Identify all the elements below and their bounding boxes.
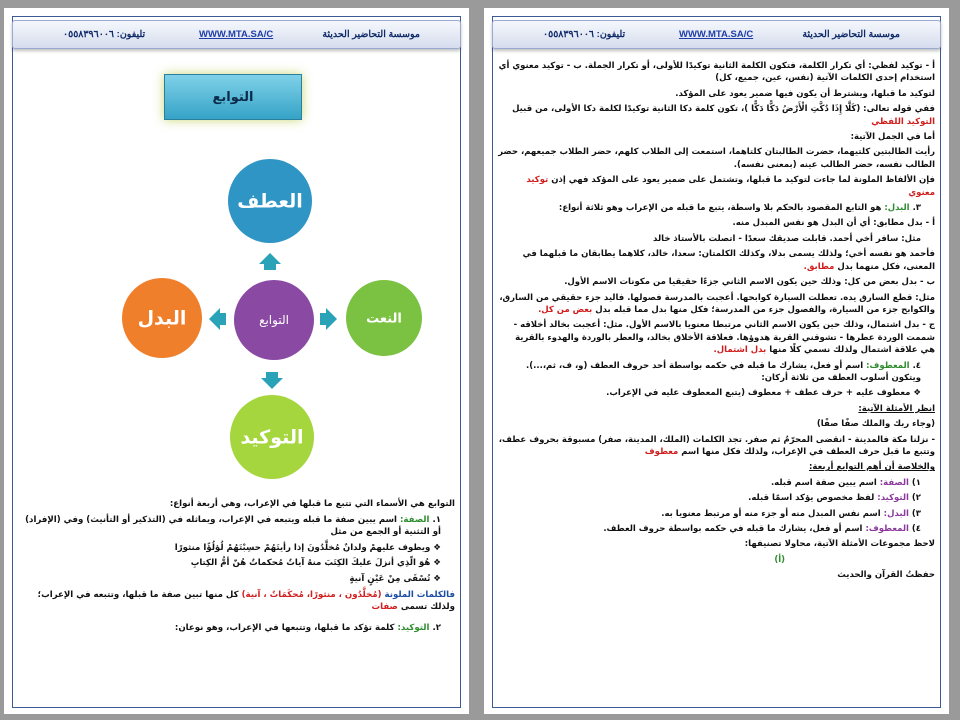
- summary-3-number: ٣): [911, 508, 921, 519]
- page-header: [492, 20, 941, 49]
- summary-1: [498, 477, 935, 489]
- item-badal-text: هو التابع المقصود بالحكم بلا واسطة، يتبع ما قبله من الإعراب وهو ثلاثة أنواع:: [558, 203, 882, 214]
- colored-pre: فالكلمات الملونة: [384, 589, 455, 600]
- para-12: [498, 292, 935, 317]
- verse-2-text: هُوَ الّذِي أنزلَ عليكَ الكِتَبَ منهُ آياتٌ مُحكماتٌ هُنّ أمُّ الكِتابِ: [190, 558, 431, 569]
- para-17: (وجاء ربك والملك صفًا صفًا): [816, 419, 935, 430]
- para-15: ❖ معطوف عليه + حرف عطف + معطوف (يتبع المعطوف عليه في الإعراب.: [606, 388, 921, 399]
- para-12-highlight: بعض من كل.: [538, 304, 593, 315]
- para-6-highlight: توكيد معنوي: [526, 175, 935, 198]
- item-sifa-number: ١.: [432, 514, 441, 525]
- summary-2-text: لفظ مخصوص يؤكد اسمًا قبله.: [748, 493, 875, 504]
- para-10-text: فأحمد هو نفسه أخي؛ ولذلك يسمى بدلا، وكذلك الكلمتان: سعدا، خالد، كلاهما يطابقان ما قبلهما في المعنى، فكل منهما بدل: [522, 249, 935, 272]
- summary-4-number: ٤): [911, 524, 921, 534]
- item-tawkid-text: كلمة تؤكد ما قبلها، وتتبعها في الإعراب، وهو نوعان:: [174, 622, 395, 633]
- left-page: [4, 8, 469, 714]
- summary-4-label: المعطوف:: [865, 524, 909, 534]
- para-3-text: ففي قوله تعالى: (كَلَّا إِذَا دُكَّتِ الْأَرْضُ دَكًّا دَكًّا )، تكون كلمة دكا الثانية توكيدًا لكلمة دكا الأولى، من قبيل: [512, 104, 935, 115]
- para-3: [498, 103, 935, 128]
- item-sifa-label: الصفة:: [400, 514, 430, 525]
- verse-3: ❖ تُسْقَى مِنْ عَيْنٍ آنيةٍ: [349, 573, 441, 584]
- summary-1-label: الصفة:: [879, 477, 909, 488]
- diagram-label-right: النعت: [366, 311, 402, 327]
- summary-4: [498, 523, 935, 535]
- para-18: [498, 434, 935, 459]
- para-11: ب - بدل بعض من كل: وذلك حين يكون الاسم الثاني جزءًا حقيقيا من مكونات الاسم الأول.: [564, 277, 935, 288]
- para-21: (أ): [774, 554, 785, 565]
- header-org-name: موسسة التحاضير الحديثة: [802, 29, 900, 40]
- item-tawkid-number: ٢.: [432, 622, 441, 633]
- diagram-arrow-left: [209, 308, 226, 330]
- summary-3-label: البدل:: [883, 508, 909, 519]
- header-url-link[interactable]: WWW.MTA.SA/C: [199, 29, 274, 40]
- diagram-label-top: العطف: [237, 190, 303, 213]
- diagram-arrow-down: [261, 372, 283, 389]
- verse-1-text: ويطوف عليهمْ ولدانٌ مُخلَّدُونَ إذا رأيتَهُمْ حسِبْتَهُمْ لُؤلُؤًا منثورًا: [174, 542, 431, 553]
- right-body: [498, 60, 935, 585]
- item-tawkid: [18, 622, 455, 635]
- para-8: أ - بدل مطابق: أي أن البدل هو نفس المبدل منه.: [732, 218, 935, 229]
- para-22: حفظتُ القرآن والحديث: [837, 570, 935, 581]
- header-phone: تليفون: ٠٥٥٨٣٩٦٠٠٦: [63, 29, 146, 40]
- header-url-link[interactable]: WWW.MTA.SA/C: [679, 29, 754, 40]
- para-16: انظر الأمثلة الآتية:: [858, 403, 935, 414]
- para-9: مثل: سافر أخي أحمد. قابلت صديقك سعدًا - اتصلت بالأستاذ خالد: [653, 233, 921, 244]
- item-sifa: [18, 514, 455, 539]
- para-13-highlight: بدل اشتمال.: [713, 345, 767, 356]
- item-sifa-text: اسم يبين صفة ما قبله ويتبعه في الإعراب، ويماثله في (التذكير أو التأنيث) وفي (الإفراد) أو التثنية أو الجمع من مثل: [25, 514, 441, 538]
- para-10-highlight: مطابق.: [803, 261, 835, 272]
- item-maatuf: [498, 360, 935, 385]
- summary-2-number: ٢): [911, 493, 921, 504]
- item-maatuf-number: ٤.: [912, 360, 921, 371]
- para-3-highlight: التوكيد اللفظي: [871, 116, 935, 127]
- colored-words-note: [18, 589, 455, 614]
- verse-3-text: تُسْقَى مِنْ عَيْنٍ آنيةٍ: [349, 573, 431, 584]
- summary-1-text: اسم يبين صفة اسم قبله.: [770, 477, 877, 488]
- colored-post: كل منها تبين صفة ما قبلها، وتتبعه في الإعراب؛ ولذلك تسمى: [37, 589, 455, 613]
- verse-1: ❖ ويطوف عليهمْ ولدانٌ مُخلَّدُونَ إذا رأيتَهُمْ حسِبْتَهُمْ لُؤلُؤًا منثورًا: [174, 542, 441, 553]
- para-2: لتوكيد ما قبلها، ويشترط أن يكون فيها ضمير يعود على المؤكد.: [675, 88, 935, 99]
- summary-3: [498, 508, 935, 520]
- diagram-circles: [122, 159, 422, 479]
- page-title: التوابع: [164, 74, 302, 120]
- item-badal-number: ٣.: [912, 203, 921, 214]
- item-maatuf-label: المعطوف:: [866, 360, 910, 371]
- summary-2: [498, 492, 935, 504]
- diagram-label-bottom: التوكيد: [240, 426, 304, 449]
- colored-words: (مُخلَّدُون ، منثورًا، مُحكَمَاتٌ ، آنية): [241, 589, 382, 600]
- summary-3-text: اسم نفس المبدل منه أو جزء منه أو مرتبط معنويا به.: [661, 508, 881, 519]
- para-5: رأيت الطالبتين كلتيهما، حضرت الطالبتان كلتاهما، استمعت إلى الطلاب كلهم، حضر الطلاب جميعهم، حضر الطالب نفسه، حضر الطالب عينه (بمعنى نفسه).: [498, 147, 935, 170]
- header-phone: تليفون: ٠٥٥٨٣٩٦٠٠٦: [543, 29, 626, 40]
- para-12-text: مثل: قطع السارق يده. تعطلت السيارة كوابحها. أعجبت بالمدرسة فصولها. فاليد جزء حقيقي من السارق، والكوابح جزء من السيارة، والفصول جزء من المدرسة؛ فكل منها بدل مما قبله بدل: [499, 292, 935, 315]
- para-13: [498, 319, 935, 356]
- diagram-arrow-right: [320, 308, 337, 330]
- summary-4-text: اسم أو فعل، يشارك ما قبله في حكمه بواسطة حروف العطف.: [603, 524, 863, 534]
- para-19: والخلاصة أن أهم التوابع أربعة:: [809, 462, 935, 473]
- verse-2: ❖ هُوَ الّذِي أنزلَ عليكَ الكِتَبَ منهُ آياتٌ مُحكماتٌ هُنّ أمُّ الكِتابِ: [190, 558, 441, 569]
- item-badal: [498, 202, 935, 214]
- tawabi-diagram: [4, 8, 469, 498]
- diagram-arrow-up: [259, 253, 281, 270]
- left-body: [18, 498, 455, 637]
- item-maatuf-text: اسم أو فعل، يشارك ما قبله في حكمه بواسطة أحد حروف العطف (و، ف، ثم،...). ويتكون أسلوب العطف من ثلاثة أركان:: [526, 360, 921, 383]
- item-tawkid-label: التوكيد:: [397, 622, 430, 633]
- para-6-text: فإن الألفاظ الملونة لما جاءت لتوكيد ما قبلها، وتشتمل على ضمير يعود على المؤكد فهي إذن: [551, 175, 935, 186]
- item-badal-label: البدل:: [884, 203, 910, 214]
- summary-2-label: التوكيد:: [877, 493, 909, 504]
- para-1: أ - توكيد لفظي: أي تكرار الكلمة، فتكون الكلمة الثانية توكيدًا للأولى، أو تكرار الجملة. ب - توكيد معنوي أي استخدام إحدى الكلمات الآتية (نفس، عين، جميع، كل): [498, 61, 935, 84]
- para-18-text: - نزلنا مكة فالمدينة - انقضى المحرّمُ ثم صفر. تجد الكلمات (الملك، المدينة، صفر) مسبوقة بحروف عطف، وتتبع ما قبل حرف العطف في الإعراب، ولذلك فكل منها اسم: [498, 434, 935, 457]
- para-4: أما في الجمل الآتية:: [850, 132, 935, 143]
- para-6: [498, 174, 935, 199]
- right-page: [484, 8, 949, 714]
- para-18-highlight: معطوف: [644, 446, 679, 457]
- diagram-label-left: البدل: [137, 307, 187, 330]
- colored-end: صفات: [371, 602, 398, 613]
- header-org-name: موسسة التحاضير الحديثة: [322, 29, 420, 40]
- summary-1-number: ١): [911, 477, 921, 488]
- para-20: لاحظ مجموعات الأمثلة الآتية، محاولا تصنيفها:: [744, 539, 935, 550]
- diagram-label-center: التوابع: [259, 313, 289, 328]
- para-13-text: ج - بدل اشتمال، وذلك حين يكون الاسم الثاني مرتبطا معنويا بالاسم الأول. مثل: أعجبت بخالد أخلاقه - شممت الوردة عطرها - تشوقني القرية هدوؤها. فعلاقة الأخلاق بخالد، والعطر بالوردة والهدوء بالقرية هي علاقة اشتمال ولذلك نسمي كلًا منها: [513, 320, 935, 356]
- intro-text: التوابع هي الأسماء التي تتبع ما قبلها في الإعراب، وهي أربعة أنواع:: [169, 499, 455, 509]
- para-10: [498, 248, 935, 273]
